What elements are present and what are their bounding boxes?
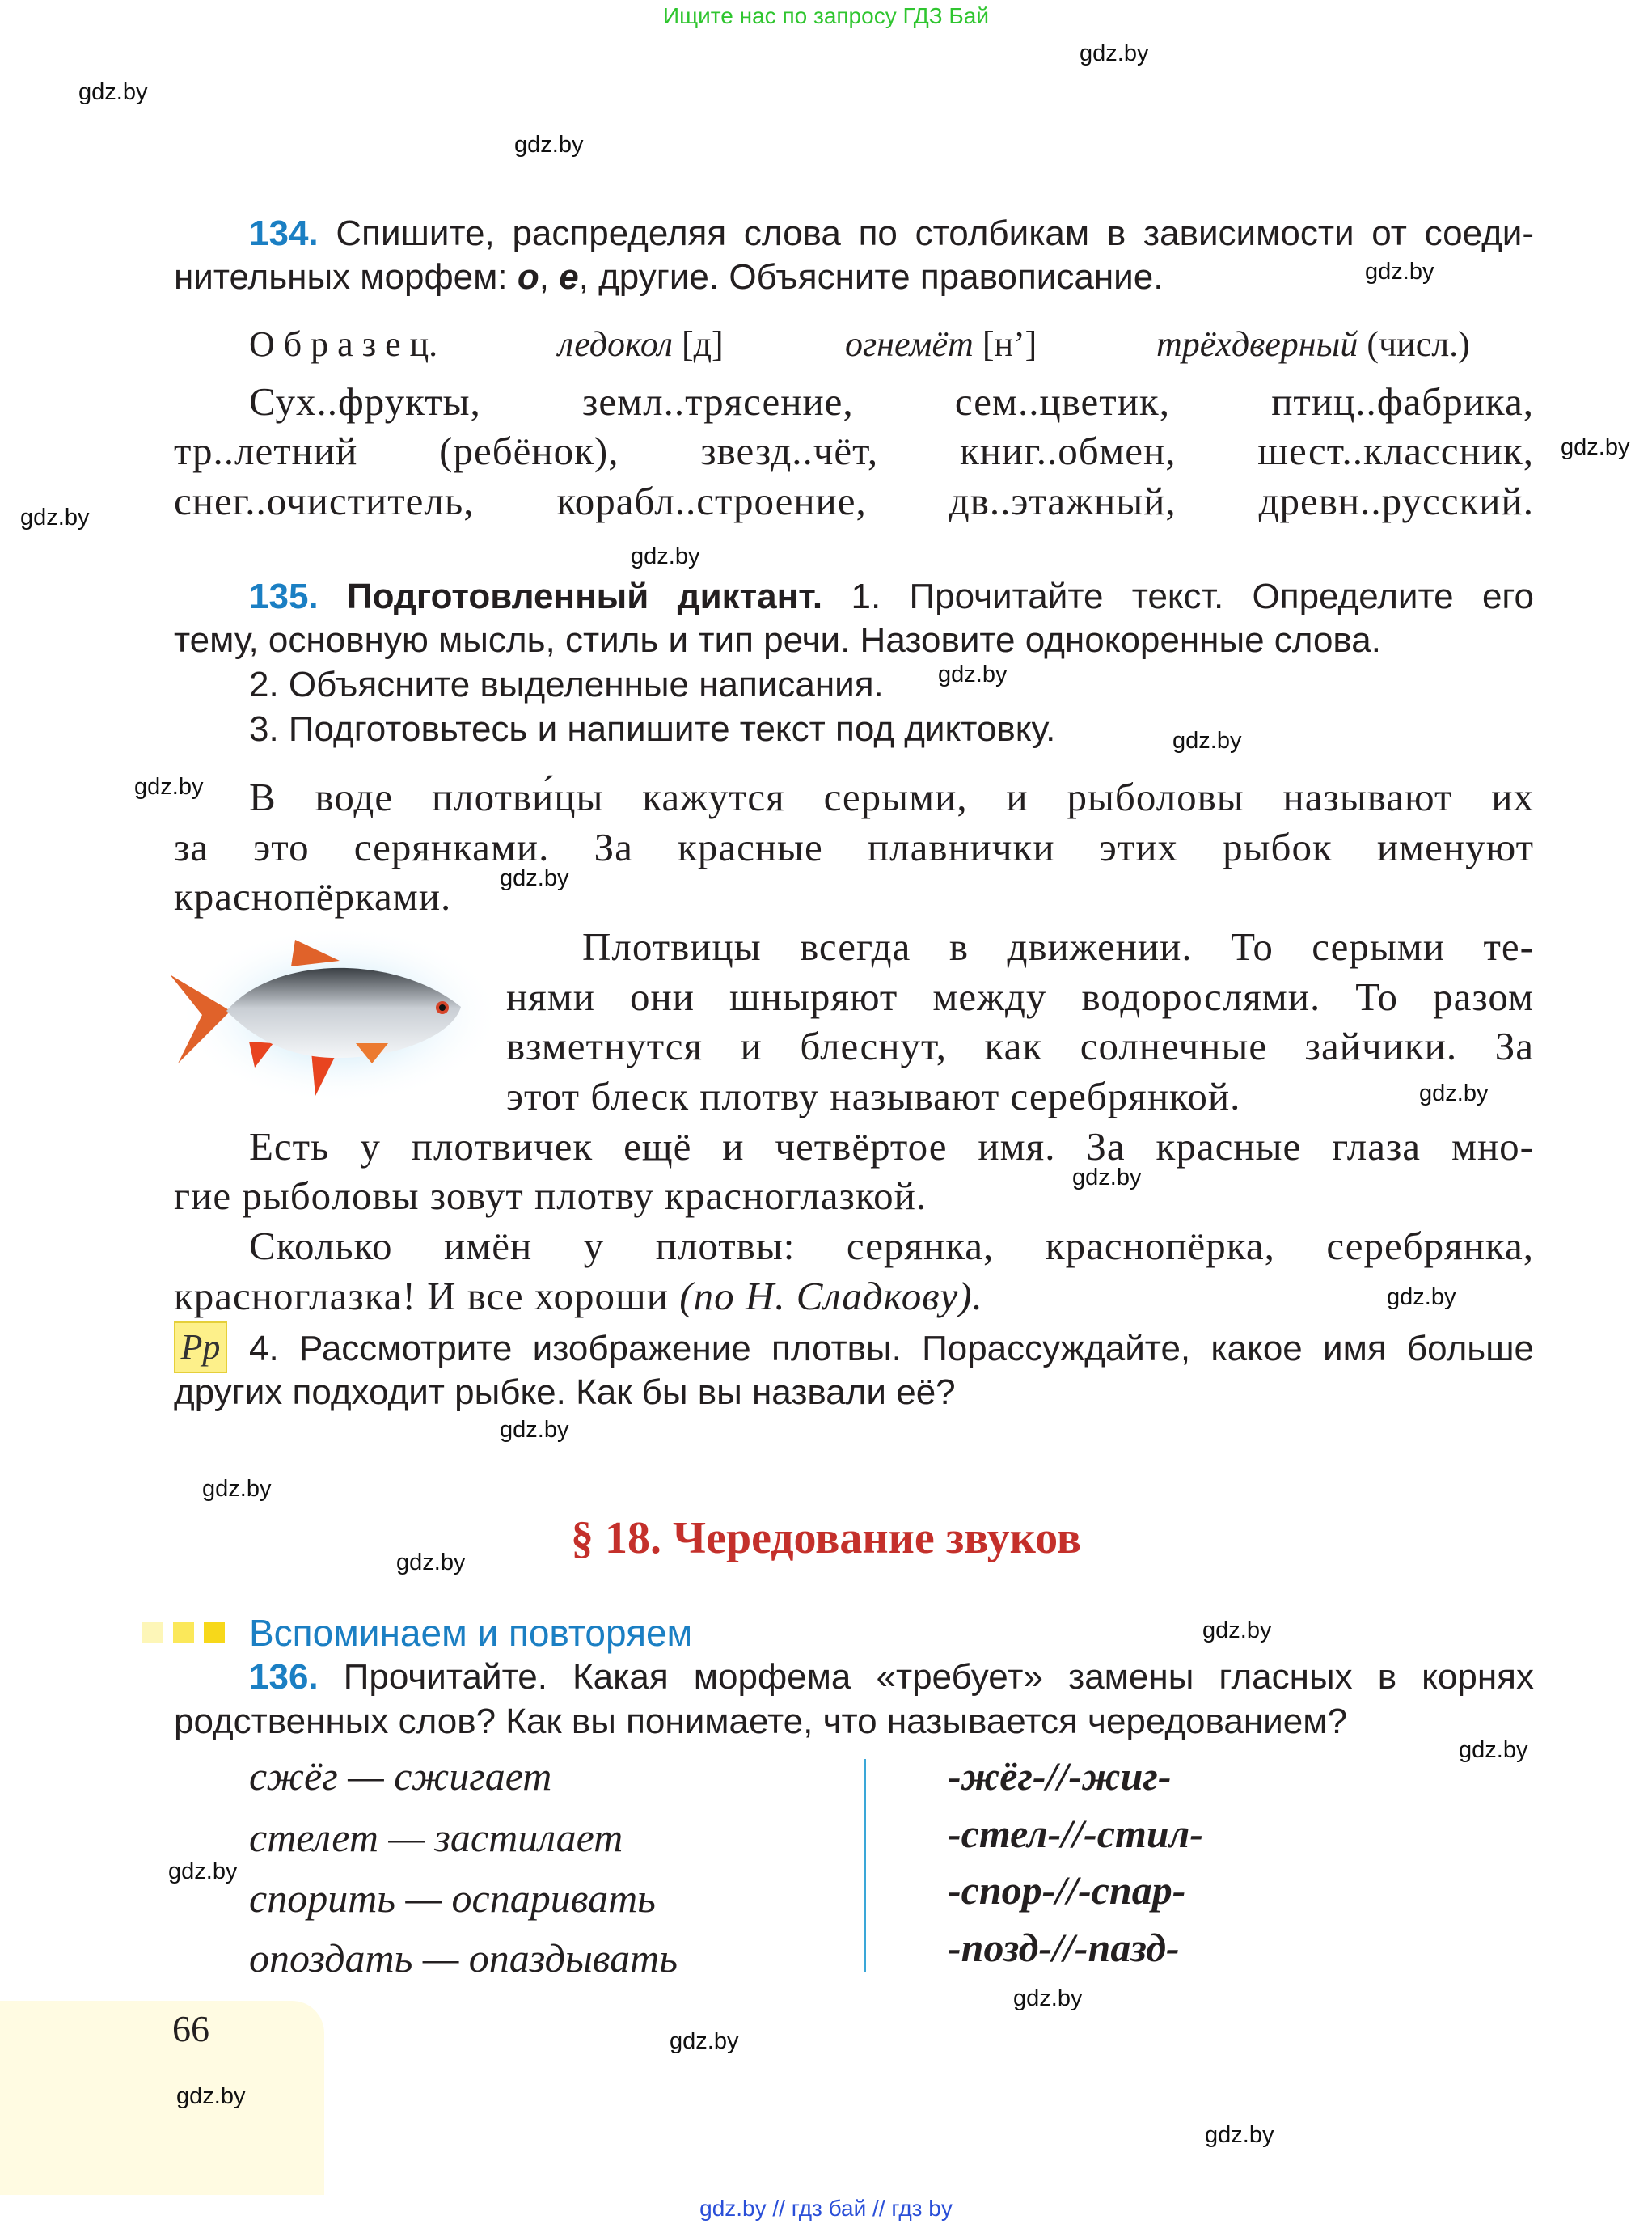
watermark: gdz.by <box>202 1476 272 1502</box>
sound: [д] <box>681 324 724 364</box>
watermark: gdz.by <box>176 2083 246 2109</box>
text: 1. Прочитайте текст. Определите его <box>851 577 1534 616</box>
task-3: 3. Подготовьтесь и напишите текст под диктовку. <box>249 709 1056 749</box>
watermark: gdz.by <box>1365 259 1434 285</box>
watermark: gdz.by <box>1202 1617 1272 1643</box>
text-line: взметнутся и блеснут, как солнечные зайчики. За <box>506 1024 1534 1068</box>
task-4: 4. Рассмотрите изображение плотвы. Порассуждайте, какое имя больше <box>249 1329 1534 1368</box>
watermark: gdz.by <box>78 79 148 105</box>
watermark: gdz.by <box>938 662 1008 687</box>
word-line: Сух..фрукты, земл..трясение, сем..цветик, птиц..фабрика, <box>249 379 1534 424</box>
exercise-135-line <box>249 574 1534 619</box>
word-pair: сжёг — сжигает <box>249 1753 552 1799</box>
page-corner <box>0 2001 324 2195</box>
watermark: gdz.by <box>514 132 584 158</box>
text: Прочитайте. Какая морфема «требует» замены гласных в корнях <box>343 1657 1534 1697</box>
text: , <box>539 257 560 297</box>
text-line: этот блеск плотву называют серебрянкой. <box>506 1074 1241 1118</box>
exercise-number: 134. <box>249 214 319 253</box>
watermark: gdz.by <box>1172 728 1242 754</box>
watermark: gdz.by <box>20 505 90 531</box>
footer-links[interactable]: gdz.by // гдз бай // гдз by <box>699 2196 953 2221</box>
exercise-135-line: тему, основную мысль, стиль и тип речи. Назовите однокоренные слова. <box>174 620 1381 660</box>
sample-word <box>1156 320 1470 369</box>
task-4: других подходит рыбке. Как бы вы назвали её? <box>174 1372 956 1412</box>
square-bullet-icon <box>173 1622 194 1643</box>
watermark: gdz.by <box>1561 434 1630 460</box>
word-line: тр..летний (ребёнок), звезд..чёт, книг..обмен, шест..классник, <box>174 429 1534 473</box>
text: , другие. Объясните правописание. <box>578 257 1164 297</box>
search-ad-banner[interactable]: Ищите нас по запросу ГДЗ Бай <box>662 3 990 28</box>
text-line <box>174 1274 1534 1319</box>
morpheme-e: е <box>559 257 579 297</box>
text-line: Есть у плотвичек ещё и четвёртое имя. За красные глаза мно- <box>249 1124 1534 1169</box>
word: огнемёт <box>845 324 974 364</box>
text: Спишите, распределяя слова по столбикам в зависимости от соеди- <box>336 214 1534 253</box>
word-line: снег..очиститель, корабл..строение, дв..этажный, древн..русский. <box>174 479 1534 523</box>
watermark: gdz.by <box>1419 1080 1489 1106</box>
exercise-136-line: родственных слов? Как вы понимаете, что называется чередованием? <box>174 1702 1347 1741</box>
word: ледокол <box>558 324 673 364</box>
text: красноглазка! И все хороши <box>174 1274 669 1318</box>
morpheme-o: о <box>517 257 539 297</box>
task-2: 2. Объясните выделенные написания. <box>249 665 884 704</box>
exercise-136-line <box>249 1655 1534 1700</box>
text-line: краснопёрками. <box>174 874 452 919</box>
sample-word <box>845 320 1037 369</box>
watermark: gdz.by <box>1013 1985 1083 2011</box>
word-pair: спорить — оспаривать <box>249 1875 656 1921</box>
square-bullet-icon <box>204 1622 225 1643</box>
watermark: gdz.by <box>1459 1737 1528 1763</box>
text-line: нями они шныряют между водорослями. То разом <box>506 975 1534 1019</box>
exercise-number: 136. <box>249 1657 319 1697</box>
text: нительных морфем: <box>174 257 518 297</box>
exercise-title: Подготовленный диктант. <box>346 577 823 616</box>
root-alternation: -позд-//-пазд- <box>948 1925 1180 1970</box>
source-attribution: (по Н. Сладкову). <box>679 1274 983 1318</box>
watermark: gdz.by <box>500 1417 569 1443</box>
exercise-number: 135. <box>249 577 319 616</box>
text-line: Сколько имён у плотвы: серянка, краснопёрка, серебрянка, <box>249 1224 1534 1268</box>
watermark: gdz.by <box>631 543 700 569</box>
root-alternation: -жёг-//-жиг- <box>948 1753 1172 1799</box>
section-heading: § 18. Чередование звуков <box>571 1513 1081 1563</box>
sample-word <box>558 320 724 369</box>
roach-fish-image <box>154 930 493 1104</box>
reasoning-icon: Pp <box>174 1321 227 1373</box>
exercise-134-line <box>174 255 1534 300</box>
watermark: gdz.by <box>396 1550 466 1575</box>
watermark: gdz.by <box>1072 1165 1142 1190</box>
word-pair: стелет — застилает <box>249 1815 623 1860</box>
text-line: Плотвицы всегда в движении. То серыми те- <box>582 924 1534 969</box>
sample-label: О б р а з е ц. <box>249 324 438 364</box>
root-alternation: -спор-//-спар- <box>948 1867 1186 1913</box>
watermark: gdz.by <box>1387 1284 1456 1310</box>
section-subtitle: Вспоминаем и повторяем <box>249 1612 693 1654</box>
text-line: за это серянками. За красные плавнички этих рыбок именуют <box>174 825 1534 869</box>
square-bullet-icon <box>142 1622 163 1643</box>
column-divider <box>864 1759 866 1972</box>
watermark: gdz.by <box>168 1858 238 1884</box>
text-line: гие рыболовы зовут плотву красноглазкой. <box>174 1173 927 1218</box>
root-alternation: -стел-//-стил- <box>948 1811 1203 1856</box>
sound: (числ.) <box>1367 324 1470 364</box>
page-number: 66 <box>172 2008 209 2049</box>
word: трёхдверный <box>1156 324 1358 364</box>
exercise-134-line <box>249 211 1534 256</box>
watermark: gdz.by <box>1080 40 1149 66</box>
word-pair: опоздать — опаздывать <box>249 1935 678 1981</box>
watermark: gdz.by <box>670 2028 739 2054</box>
text-line: В воде плотви́цы кажутся серыми, и рыболовы называют их <box>249 775 1534 819</box>
watermark: gdz.by <box>500 865 569 891</box>
watermark: gdz.by <box>1205 2122 1274 2148</box>
sound: [н’] <box>982 324 1037 364</box>
watermark: gdz.by <box>134 774 204 800</box>
